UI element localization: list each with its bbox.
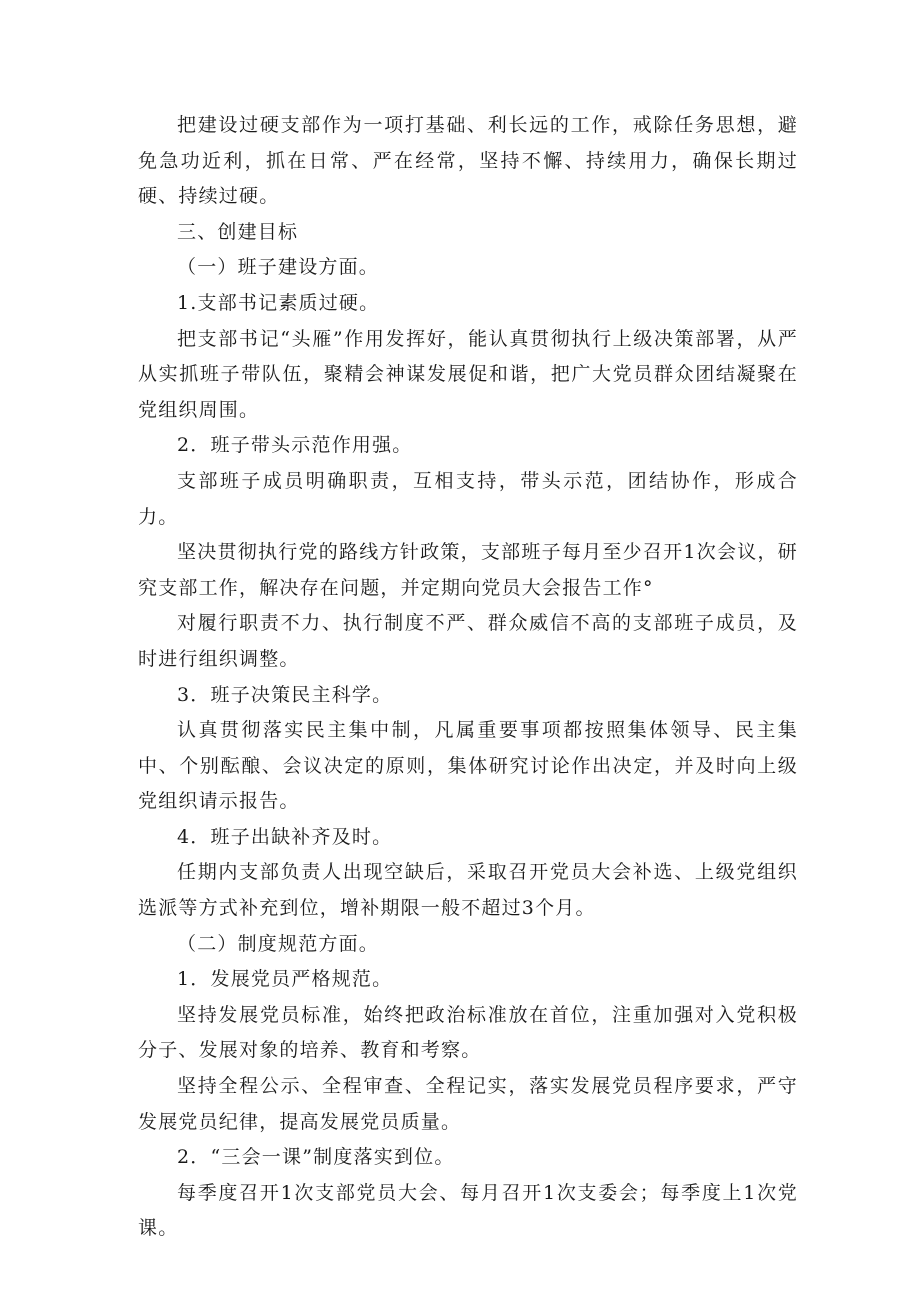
body-text <box>138 108 798 1247</box>
paragraph: 对履行职责不力、执行制度不严、群众威信不高的支部班子成员，及时进行组织调整。 <box>138 612 798 670</box>
item-heading: 1.支部书记素质过硬。 <box>177 291 380 314</box>
paragraph: 把建设过硬支部作为一项打基础、利长远的工作，戒除任务思想，避免急功近利，抓在日常、严在经常，坚持不懈、持续用力，确保长期过硬、持续过硬。 <box>138 114 798 208</box>
item-heading: 1．发展党员严格规范。 <box>177 968 393 991</box>
paragraph: 把支部书记“头雁”作用发挥好，能认真贯彻执行上级决策部署，从严从实抓班子带队伍，聚精会神谋发展促和谐，把广大党员群众团结凝聚在党组织周围。 <box>138 327 798 421</box>
subsection-heading: （二）制度规范方面。 <box>177 932 380 955</box>
paragraph: 支部班子成员明确职责，互相支持，带头示范，团结协作，形成合力。 <box>138 469 798 528</box>
paragraph: 坚决贯彻执行党的路线方针政策，支部班子每月至少召开1次会议，研究支部工作，解决存在问题，并定期向党员大会报告工作° <box>138 541 798 599</box>
section-heading: 三、创建目标 <box>177 220 299 243</box>
paragraph: 每季度召开1次支部党员大会、每月召开1次支委会；每季度上1次党课。 <box>138 1181 798 1240</box>
subsection-heading: （一）班子建设方面。 <box>177 256 380 279</box>
paragraph: 认真贯彻落实民主集中制，凡属重要事项都按照集体领导、民主集中、个别酝酿、会议决定的原则，集体研究讨论作出决定，并及时向上级党组织请示报告。 <box>138 719 798 813</box>
item-heading: 2．“三会一课”制度落实到位。 <box>177 1146 455 1169</box>
paragraph: 坚持发展党员标准，始终把政治标准放在首位，注重加强对入党积极分子、发展对象的培养、教育和考察。 <box>138 1003 798 1062</box>
item-heading: 2．班子带头示范作用强。 <box>177 434 413 457</box>
item-heading: 3．班子决策民主科学。 <box>177 683 393 706</box>
item-heading: 4．班子出缺补齐及时。 <box>177 825 393 848</box>
paragraph: 坚持全程公示、全程审查、全程记实，落实发展党员程序要求，严守发展党员纪律，提高发展党员质量。 <box>138 1075 798 1133</box>
paragraph: 任期内支部负责人出现空缺后，采取召开党员大会补选、上级党组织选派等方式补充到位，增补期限一般不超过3个月。 <box>138 861 798 920</box>
